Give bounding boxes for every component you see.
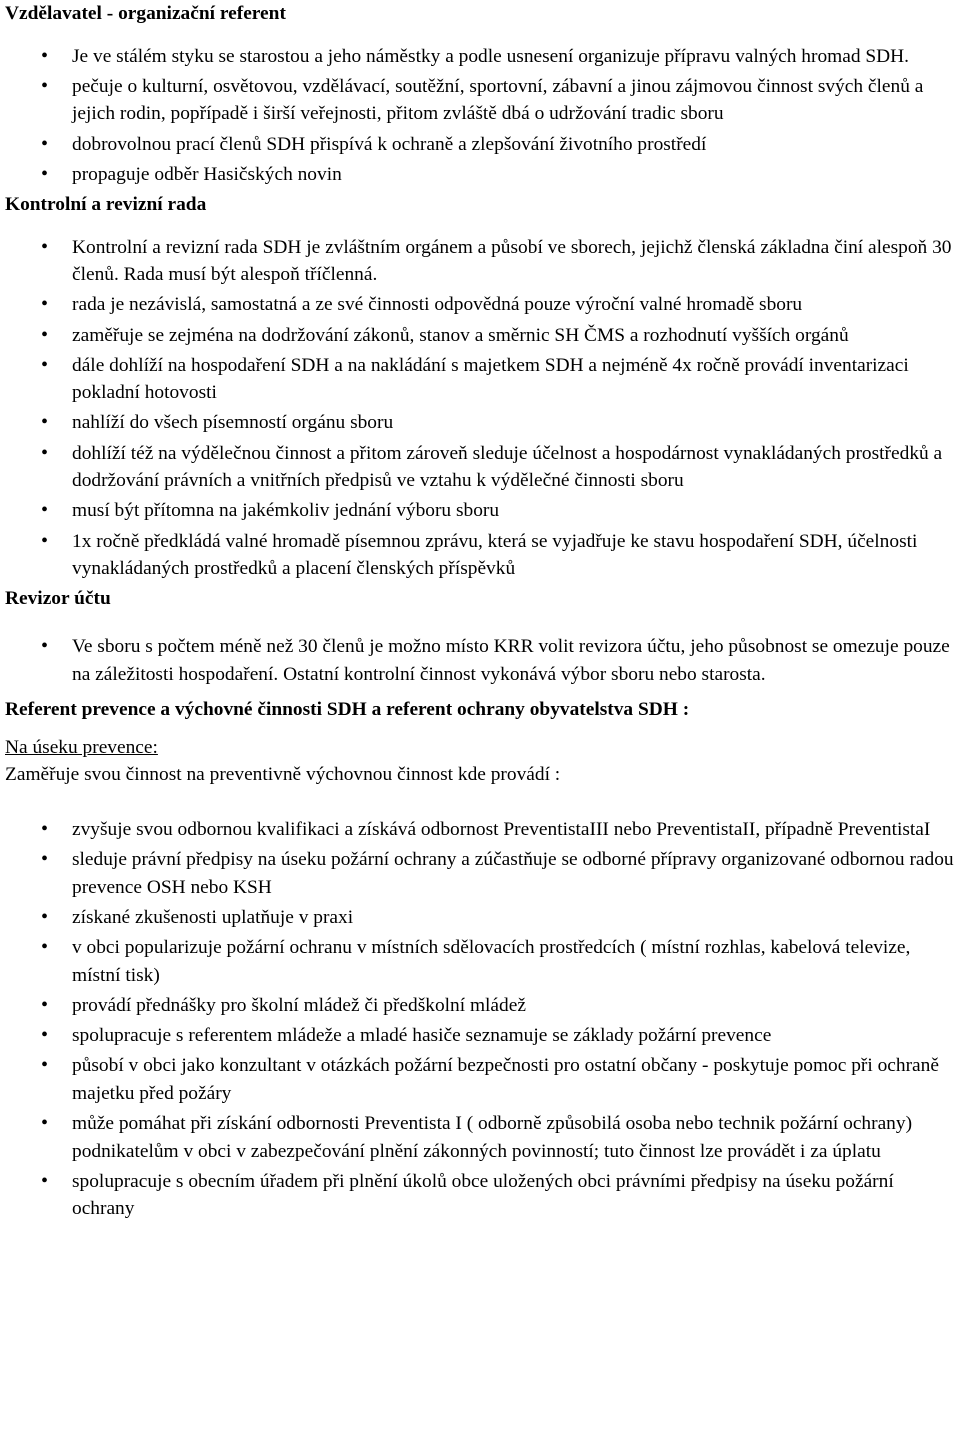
section-title-revizor: Revizor účtu: [5, 588, 111, 610]
list-item: • Ve sboru s počtem méně než 30 členů je možno místo KRR volit revizora účtu, jeho působnost se omezuje pouze na záležitosti hospodaření. Ostatní kontrolní činnost vykonává výbor sboru nebo starosta.: [5, 633, 954, 688]
list-vzdelavatel: [5, 43, 954, 189]
list-item: • může pomáhat při získání odbornosti Preventista I ( odborně způsobilá osoba nebo technik požární ochrany) podnikatelům v obci v zabezpečování plnění zákonných povinností; tuto činnost lze provádět i za úplatu: [5, 1110, 954, 1165]
list-item: • provádí přednášky pro školní mládež či předškolní mládež: [5, 992, 954, 1020]
list-revizor: [5, 633, 954, 688]
list-item: • pečuje o kulturní, osvětovou, vzdělávací, soutěžní, sportovní, zábavní a jinou zájmovou činnost svých členů a jejich rodin, popřípadě i širší veřejnosti, přitom zvláště dbá o udržování tradic sboru: [5, 73, 954, 128]
list-item: • zvyšuje svou odbornou kvalifikaci a získává odbornost PreventistaIII nebo PreventistaII, případně PreventistaI: [5, 816, 954, 844]
list-item: • v obci popularizuje požární ochranu v místních sdělovacích prostředcích ( místní rozhlas, kabelová televize, místní tisk): [5, 934, 954, 989]
list-item: • sleduje právní předpisy na úseku požární ochrany a zúčastňuje se odborné přípravy organizované odbornou radou prevence OSH nebo KSH: [5, 846, 954, 901]
section-title-vzdelavatel: Vzdělavatel - organizační referent: [5, 3, 286, 24]
section-title-krr: Kontrolní a revizní rada: [5, 193, 207, 215]
list-item: • musí být přítomna na jakémkoliv jednání výboru sboru: [5, 497, 954, 525]
list-item: • 1x ročně předkládá valné hromadě písemnou zprávu, která se vyjadřuje ke stavu hospodaření SDH, účelnosti vynakládaných prostředků a placení členských příspěvků: [5, 528, 954, 583]
list-item: • propaguje odběr Hasičských novin: [5, 161, 954, 189]
list-item: • dobrovolnou prací členů SDH přispívá k ochraně a zlepšování životního prostředí: [5, 131, 954, 159]
list-item: • rada je nezávislá, samostatná a ze své činnosti odpovědná pouze výroční valné hromadě sboru: [5, 291, 954, 319]
list-item: • nahlíží do všech písemností orgánu sboru: [5, 409, 954, 437]
section-title-referent: Referent prevence a výchovné činnosti SDH a referent ochrany obyvatelstva SDH :: [5, 699, 690, 721]
list-item: • spolupracuje s referentem mládeže a mladé hasiče seznamuje se základy požární prevence: [5, 1022, 954, 1050]
intro-text: Zaměřuje svou činnost na preventivně výchovnou činnost kde provádí :: [5, 764, 561, 786]
list-item: • získané zkušenosti uplatňuje v praxi: [5, 904, 954, 932]
list-krr: [5, 234, 954, 583]
subheading-prevence: Na úseku prevence:: [5, 736, 158, 758]
list-item: • dále dohlíží na hospodaření SDH a na nakládání s majetkem SDH a nejméně 4x ročně provádí inventarizaci pokladní hotovosti: [5, 352, 954, 407]
list-item: • spolupracuje s obecním úřadem při plnění úkolů obce uložených obci právními předpisy na úseku požární ochrany: [5, 1168, 954, 1223]
list-item: • zaměřuje se zejména na dodržování zákonů, stanov a směrnic SH ČMS a rozhodnutí vyšších orgánů: [5, 322, 954, 350]
list-item: • Je ve stálém styku se starostou a jeho náměstky a podle usnesení organizuje přípravu valných hromad SDH.: [5, 43, 954, 71]
list-item: • působí v obci jako konzultant v otázkách požární bezpečnosti pro ostatní občany - poskytuje pomoc při ochraně majetku před požáry: [5, 1052, 954, 1107]
list-item: • Kontrolní a revizní rada SDH je zvláštním orgánem a působí ve sborech, jejichž členská základna činí alespoň 30 členů. Rada musí být alespoň tříčlenná.: [5, 234, 954, 289]
list-referent: [5, 816, 954, 1223]
list-item: • dohlíží též na výdělečnou činnost a přitom zároveň sleduje účelnost a hospodárnost vynakládaných prostředků a dodržování právních a vnitřních předpisů ve vztahu k výdělečné činnosti sboru: [5, 440, 954, 495]
